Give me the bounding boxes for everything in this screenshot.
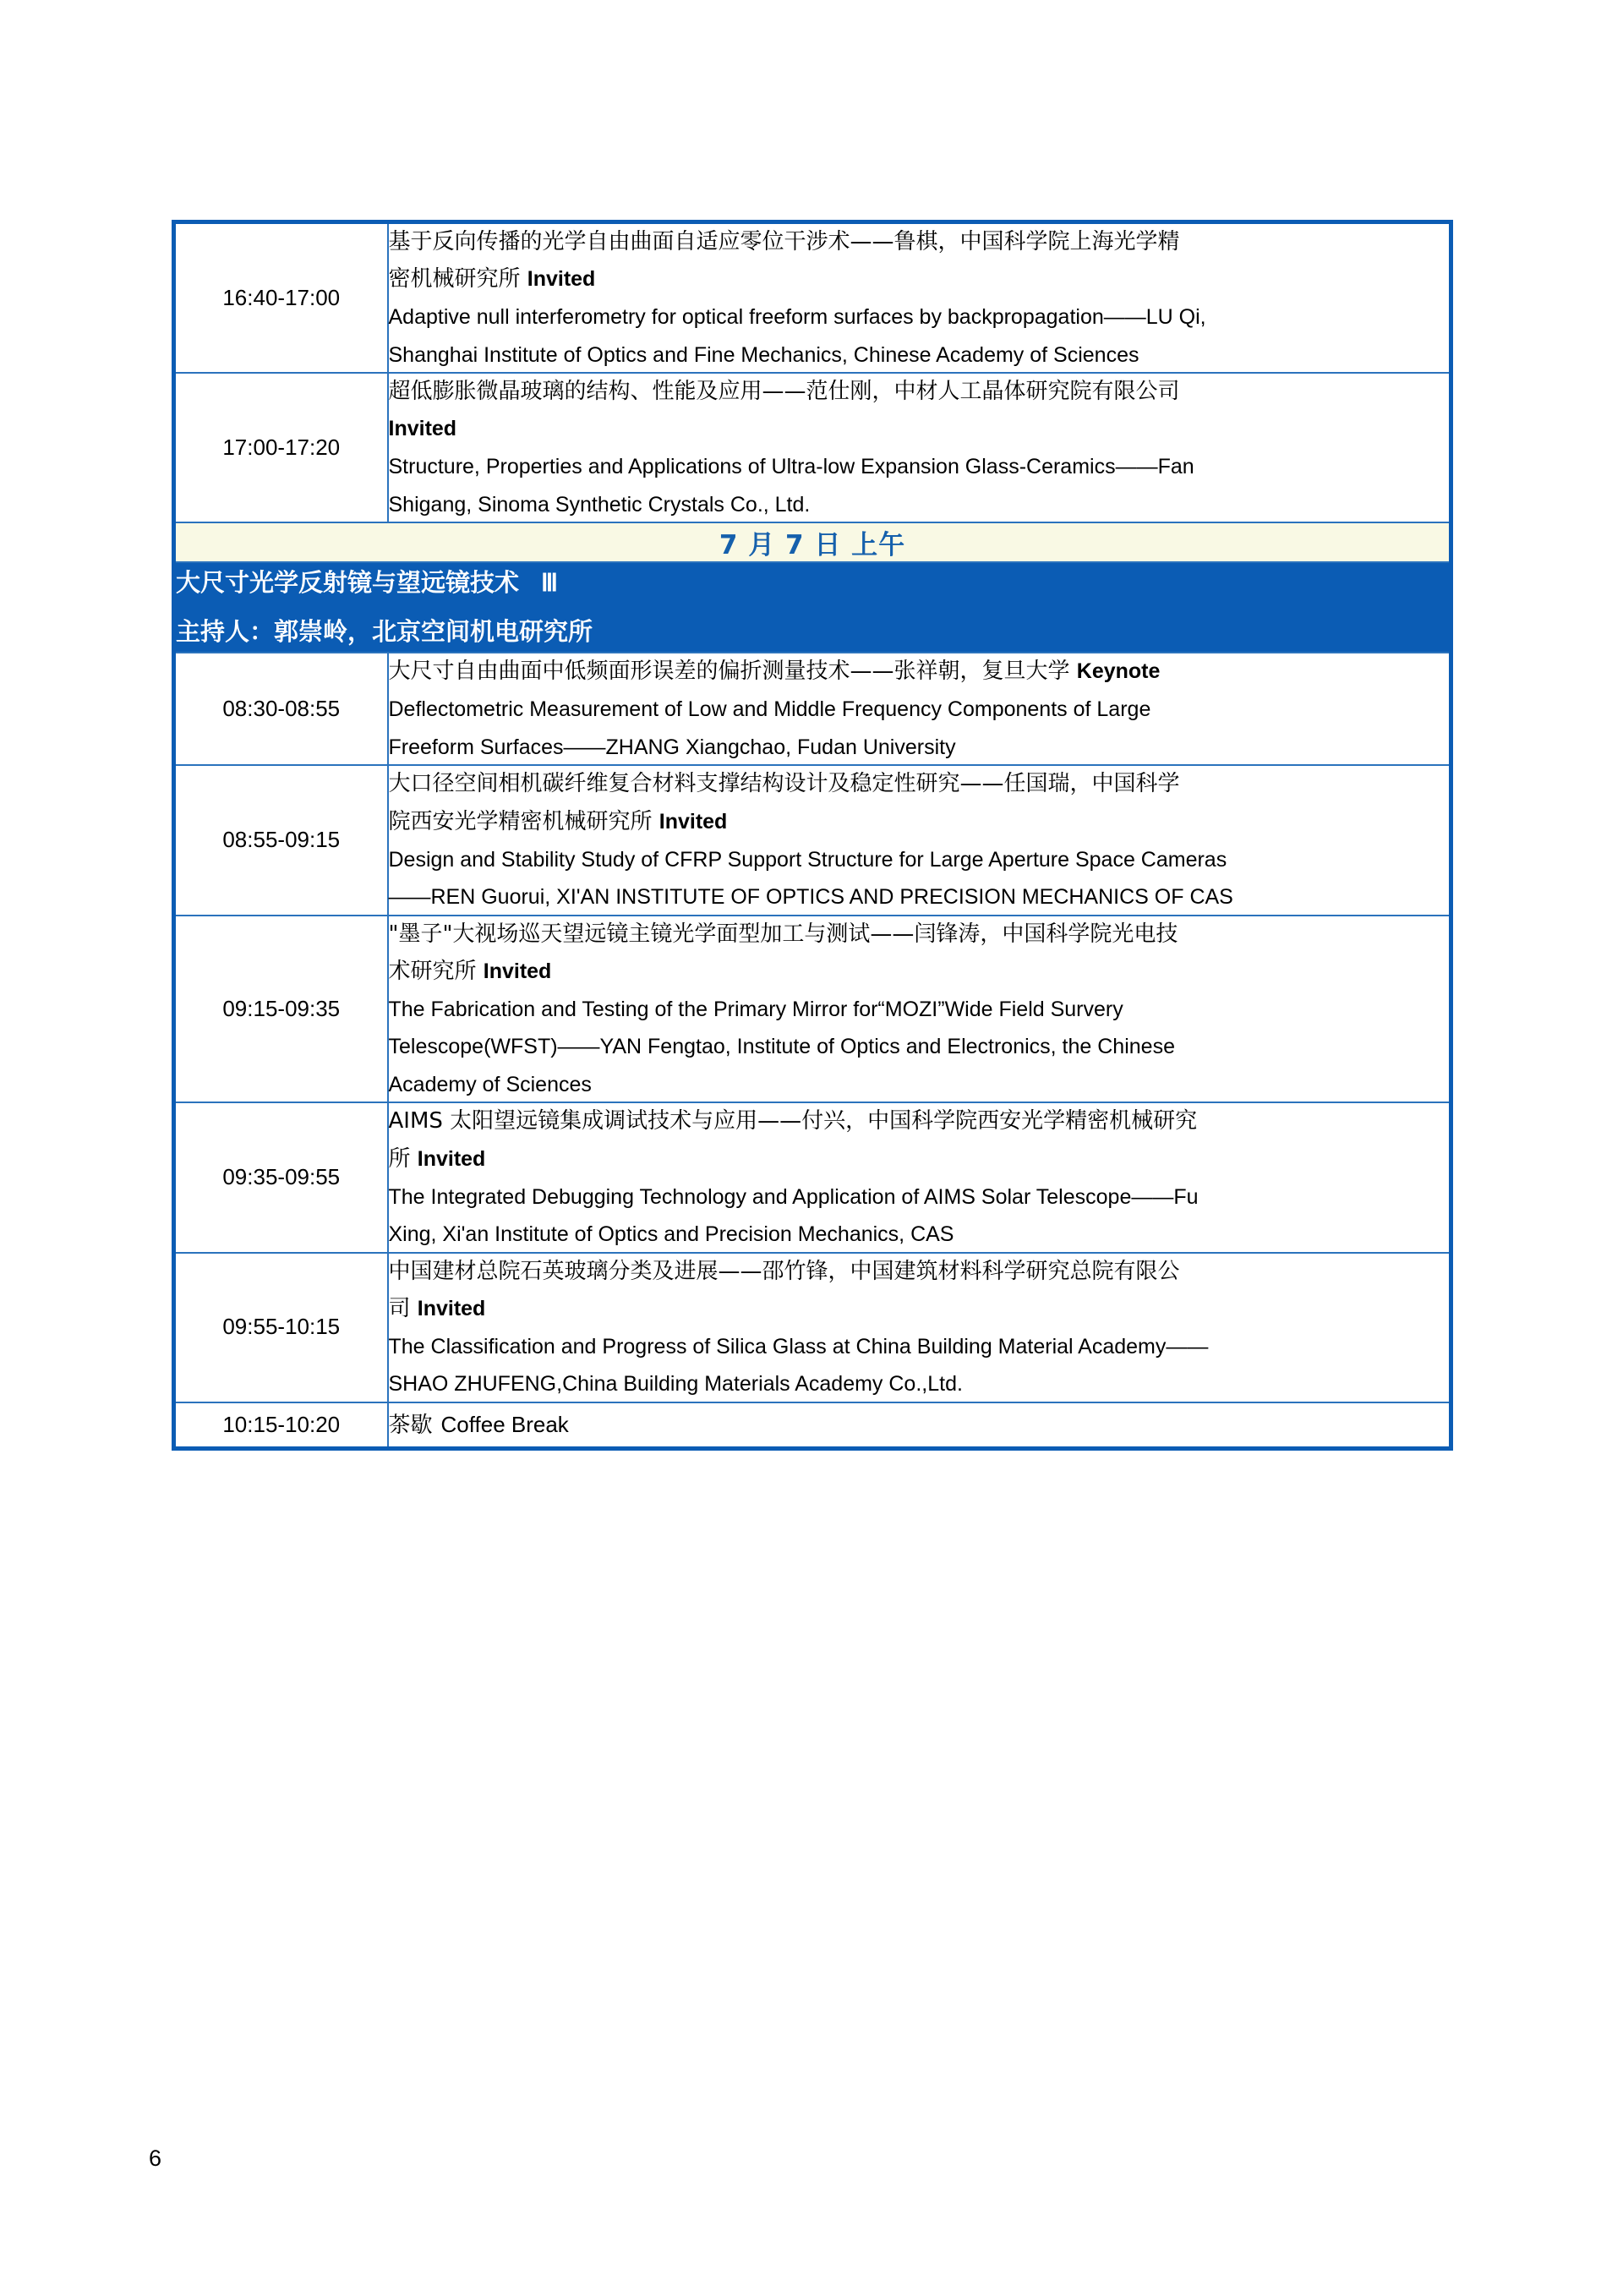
talk-title-cn xyxy=(389,224,1450,260)
line-text: 中国建材总院石英玻璃分类及进展——邵竹锋，中国建筑材料科学研究总院有限公 xyxy=(388,1258,1180,1284)
schedule-row xyxy=(174,1102,1451,1252)
time-slot: 17:00-17:20 xyxy=(174,373,388,522)
schedule-body xyxy=(174,222,1451,1449)
schedule-row xyxy=(174,222,1451,374)
session-content xyxy=(388,373,1451,522)
line-text: Design and Stability Study of CFRP Support Structure for Large Aperture Space Cameras xyxy=(388,847,1227,872)
time-slot: 08:30-08:55 xyxy=(174,653,388,765)
time-slot: 09:55-10:15 xyxy=(174,1253,388,1402)
break-label xyxy=(389,1403,1450,1446)
line-text: The Fabrication and Testing of the Primary Mirror for“MOZI”Wide Field Survery xyxy=(388,997,1123,1021)
date-banner-cell: 7 月 7 日 上午 xyxy=(174,522,1451,562)
time-slot: 16:40-17:00 xyxy=(174,222,388,374)
talk-title-en xyxy=(389,1030,1450,1064)
talk-type-badge: Invited xyxy=(527,267,596,292)
talk-title-en xyxy=(389,692,1450,727)
session-header-row xyxy=(174,562,1451,653)
schedule-row xyxy=(174,916,1451,1103)
talk-title-cn xyxy=(389,766,1450,801)
talk-title-cn xyxy=(389,411,1450,446)
line-text: 大尺寸自由曲面中低频面形误差的偏折测量技术——张祥朝，复旦大学 xyxy=(388,659,1077,685)
line-text: SHAO ZHUFENG,China Building Materials Academy Co.,Ltd. xyxy=(388,1372,963,1397)
line-text: 院西安光学精密机械研究所 xyxy=(388,808,659,834)
talk-title-cn xyxy=(389,1291,1450,1326)
talk-title-en xyxy=(389,1180,1450,1215)
talk-type-badge: Invited xyxy=(658,809,728,834)
talk-title-cn xyxy=(389,1254,1450,1289)
talk-title-en xyxy=(389,730,1450,765)
talk-title-en xyxy=(389,1330,1450,1364)
line-text: 超低膨胀微晶玻璃的结构、性能及应用——范仕刚，中材人工晶体研究院有限公司 xyxy=(388,379,1180,405)
talk-title-cn xyxy=(389,954,1450,989)
talk-type-badge: Invited xyxy=(417,1146,486,1171)
schedule-row xyxy=(174,765,1451,915)
line-text: Shigang, Sinoma Synthetic Crystals Co., Ltd. xyxy=(388,492,811,517)
talk-title-cn xyxy=(389,653,1450,689)
talk-title-en xyxy=(389,1367,1450,1402)
talk-title-en xyxy=(389,488,1450,522)
schedule-row xyxy=(174,653,1451,765)
talk-title-cn xyxy=(389,1103,1450,1139)
line-text: Academy of Sciences xyxy=(388,1072,592,1096)
line-text: The Classification and Progress of Silica Glass at China Building Material Academy—— xyxy=(388,1334,1209,1358)
talk-title-en xyxy=(389,1217,1450,1252)
talk-title-cn xyxy=(389,916,1450,952)
session-header-cell xyxy=(174,562,1451,653)
line-text: 司 xyxy=(388,1295,418,1321)
talk-type-badge: Invited xyxy=(388,417,457,441)
line-text: Structure, Properties and Applications of Ultra-low Expansion Glass-Ceramics——Fan xyxy=(388,455,1194,479)
talk-title-cn xyxy=(389,1141,1450,1177)
session-content xyxy=(388,653,1451,765)
session-content xyxy=(388,1253,1451,1402)
line-text: Adaptive null interferometry for optical freeform surfaces by backpropagation——LU Qi, xyxy=(388,305,1206,330)
line-text: 大口径空间相机碳纤维复合材料支撑结构设计及稳定性研究——任国瑞，中国科学 xyxy=(388,771,1180,797)
date-banner-row xyxy=(174,522,1451,562)
session-content xyxy=(388,765,1451,915)
line-text: 所 xyxy=(388,1145,418,1172)
session-title xyxy=(176,563,1449,604)
session-number-roman: Ⅲ xyxy=(541,570,560,598)
schedule-row-break xyxy=(174,1402,1451,1449)
line-text: 基于反向传播的光学自由曲面自适应零位干涉术——鲁棋，中国科学院上海光学精 xyxy=(388,229,1180,254)
line-text: Shanghai Institute of Optics and Fine Mechanics, Chinese Academy of Sciences xyxy=(388,342,1139,367)
break-label-en: Coffee Break xyxy=(440,1411,569,1437)
talk-title-en xyxy=(389,338,1450,373)
talk-title-en xyxy=(389,1068,1450,1102)
talk-title-cn xyxy=(389,804,1450,839)
session-title-text: 大尺寸光学反射镜与望远镜技术 xyxy=(176,568,520,598)
conference-schedule-table-wrapper xyxy=(172,220,1453,1451)
break-label-cn: 茶歇 xyxy=(388,1412,433,1438)
line-text: Telescope(WFST)——YAN Fengtao, Institute of Optics and Electronics, the Chinese xyxy=(388,1035,1175,1059)
talk-title-en xyxy=(389,843,1450,877)
talk-title-en xyxy=(389,992,1450,1027)
line-text: AIMS 太阳望远镜集成调试技术与应用——付兴，中国科学院西安光学精密机械研究 xyxy=(388,1108,1198,1134)
time-slot: 10:15-10:20 xyxy=(174,1402,388,1449)
line-text: ——REN Guorui, XI'AN INSTITUTE OF OPTICS AND PRECISION MECHANICS OF CAS xyxy=(388,885,1233,910)
schedule-row xyxy=(174,1253,1451,1402)
talk-title-en xyxy=(389,300,1450,335)
session-content xyxy=(388,222,1451,374)
line-text: 密机械研究所 xyxy=(388,266,527,292)
talk-title-cn xyxy=(389,261,1450,297)
talk-type-badge: Invited xyxy=(483,959,552,983)
conference-schedule-table xyxy=(172,220,1453,1451)
line-text: 术研究所 xyxy=(388,958,484,984)
talk-type-badge: Keynote xyxy=(1076,659,1161,684)
line-text: "墨子"大视场巡天望远镜主镜光学面型加工与测试——闫锋涛，中国科学院光电技 xyxy=(388,921,1178,947)
line-text: Xing, Xi'an Institute of Optics and Precision Mechanics, CAS xyxy=(388,1222,954,1247)
session-content xyxy=(388,916,1451,1103)
line-text: Freeform Surfaces——ZHANG Xiangchao, Fudan University xyxy=(388,735,956,759)
session-content xyxy=(388,1102,1451,1252)
time-slot: 09:15-09:35 xyxy=(174,916,388,1103)
time-slot: 09:35-09:55 xyxy=(174,1102,388,1252)
talk-type-badge: Invited xyxy=(417,1296,486,1320)
talk-title-en xyxy=(389,450,1450,484)
schedule-row xyxy=(174,373,1451,522)
page-number: 6 xyxy=(149,2146,162,2171)
talk-title-en xyxy=(389,880,1450,915)
session-chair: 主持人：郭崇岭，北京空间机电研究所 xyxy=(176,617,593,647)
session-content xyxy=(388,1402,1451,1449)
line-text: The Integrated Debugging Technology and Application of AIMS Solar Telescope——Fu xyxy=(388,1184,1199,1209)
line-text: Deflectometric Measurement of Low and Middle Frequency Components of Large xyxy=(388,697,1151,722)
time-slot: 08:55-09:15 xyxy=(174,765,388,915)
talk-title-cn xyxy=(389,374,1450,409)
